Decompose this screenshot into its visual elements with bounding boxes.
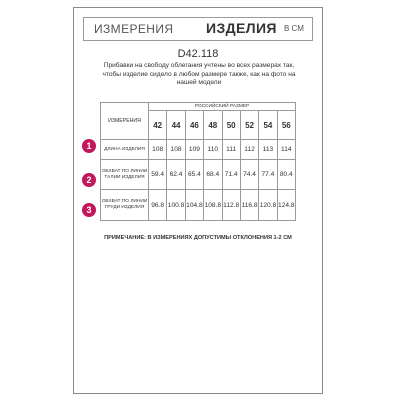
table-cell: 114 xyxy=(277,140,295,160)
table-cell: 120.8 xyxy=(259,190,277,221)
table-cell: 100.8 xyxy=(167,190,185,221)
table-cell: 124.8 xyxy=(277,190,295,221)
size-table xyxy=(100,102,296,221)
table-cell: 96.8 xyxy=(149,190,167,221)
table-cell: 104.8 xyxy=(185,190,203,221)
size-50: 50 xyxy=(222,111,240,140)
size-56: 56 xyxy=(277,111,295,140)
row-label-waist: ОБХВАТ ПО ЛИНИИ ТАЛИИ ИЗДЕЛИЯ xyxy=(101,160,149,190)
size-52: 52 xyxy=(240,111,258,140)
table-row xyxy=(101,160,296,190)
table-cell: 71.4 xyxy=(222,160,240,190)
table-cell: 112 xyxy=(240,140,258,160)
title-product: ИЗДЕЛИЯ xyxy=(206,20,277,36)
table-cell: 68.4 xyxy=(204,160,222,190)
table-cell: 62.4 xyxy=(167,160,185,190)
table-cell: 116.8 xyxy=(240,190,258,221)
fit-description: Прибавки на свободу облегания учтены во всех размерах так, чтобы изделие сидело в любом размере также, как на фото на нашей модели xyxy=(102,62,296,86)
table-row xyxy=(101,190,296,221)
table-row xyxy=(101,140,296,160)
table-cell: 108 xyxy=(149,140,167,160)
size-46: 46 xyxy=(185,111,203,140)
table-cell: 109 xyxy=(185,140,203,160)
russian-size-header: РОССИЙСКИЙ РАЗМЕР xyxy=(149,103,296,111)
table-cell: 113 xyxy=(259,140,277,160)
table-cell: 110 xyxy=(204,140,222,160)
title-measurements: ИЗМЕРЕНИЯ xyxy=(94,22,174,36)
table-cell: 108.8 xyxy=(204,190,222,221)
title-unit: В СМ xyxy=(284,24,304,33)
table-cell: 112.8 xyxy=(222,190,240,221)
row-number-badge-2: 2 xyxy=(82,173,96,187)
row-number-badge-3: 3 xyxy=(82,203,96,217)
table-cell: 59.4 xyxy=(149,160,167,190)
size-48: 48 xyxy=(204,111,222,140)
row-label-length: ДЛИНА ИЗДЕЛИЯ xyxy=(101,140,149,160)
table-cell: 74.4 xyxy=(240,160,258,190)
table-cell: 80.4 xyxy=(277,160,295,190)
row-label-chest: ОБХВАТ ПО ЛИНИИ ГРУДИ ИЗДЕЛИЯ xyxy=(101,190,149,221)
table-cell: 108 xyxy=(167,140,185,160)
row-number-badge-1: 1 xyxy=(82,139,96,153)
size-54: 54 xyxy=(259,111,277,140)
measurements-column-header: ИЗМЕРЕНИЯ xyxy=(101,103,149,140)
size-chart-sheet xyxy=(73,7,323,394)
table-cell: 111 xyxy=(222,140,240,160)
size-44: 44 xyxy=(167,111,185,140)
tolerance-note: ПРИМЕЧАНИЕ: В ИЗМЕРЕНИЯХ ДОПУСТИМЫ ОТКЛОНЕНИЯ 1-2 СМ xyxy=(104,235,292,241)
table-cell: 65.4 xyxy=(185,160,203,190)
size-42: 42 xyxy=(149,111,167,140)
title-box xyxy=(83,17,313,41)
product-code: D42.118 xyxy=(177,48,219,60)
table-cell: 77.4 xyxy=(259,160,277,190)
